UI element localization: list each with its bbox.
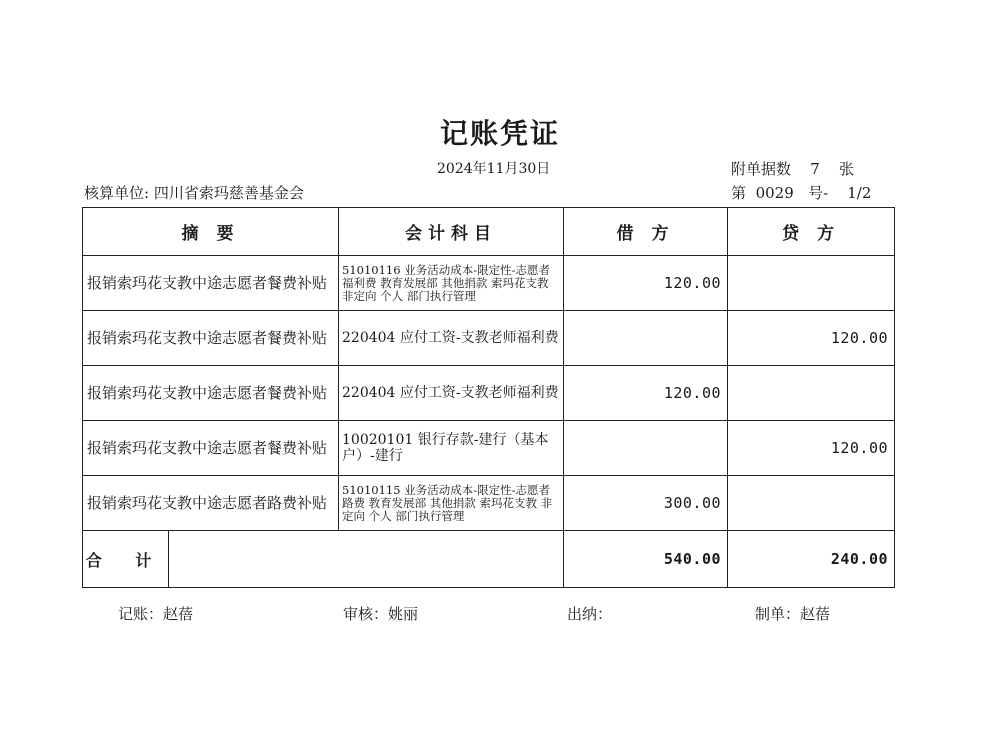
- row-account: 220404 应付工资-支教老师福利费: [339, 311, 564, 366]
- table-row: [83, 256, 895, 311]
- voucher-date: 2024年11月30日: [437, 161, 551, 177]
- row-credit: 120.00: [728, 311, 895, 366]
- total-credit: 240.00: [728, 531, 895, 588]
- attachment-unit: 张: [839, 160, 855, 178]
- voucher-number: [731, 182, 871, 203]
- row-credit: [728, 366, 895, 421]
- reviewer: 审核：姚丽: [343, 605, 419, 623]
- row-account: 220404 应付工资-支教老师福利费: [339, 366, 564, 421]
- row-summary: 报销索玛花支教中途志愿者路费补贴: [83, 476, 339, 531]
- row-credit: [728, 256, 895, 311]
- bookkeeper: 记账：赵蓓: [118, 605, 194, 623]
- header-debit: 借 方: [564, 208, 728, 256]
- row-debit: 120.00: [564, 366, 728, 421]
- row-summary: 报销索玛花支教中途志愿者餐费补贴: [83, 366, 339, 421]
- attachment-count: [731, 158, 854, 179]
- total-blank-cell: [169, 531, 564, 588]
- preparer: 制单：赵蓓: [755, 605, 831, 623]
- voucher-title: 记账凭证: [439, 117, 560, 150]
- voucher-number-value: 0029: [755, 184, 794, 202]
- row-summary: 报销索玛花支教中途志愿者餐费补贴: [83, 256, 339, 311]
- voucher-number-prefix: 第: [731, 184, 747, 202]
- row-summary: 报销索玛花支教中途志愿者餐费补贴: [83, 421, 339, 476]
- table-row: [83, 421, 895, 476]
- voucher-table: [82, 207, 895, 588]
- row-debit: [564, 311, 728, 366]
- attachment-number: 7: [810, 160, 820, 178]
- cashier: 出纳：: [567, 605, 613, 623]
- row-credit: [728, 476, 895, 531]
- row-debit: 300.00: [564, 476, 728, 531]
- voucher-page: 1/2: [847, 184, 872, 202]
- header-account: 会计科目: [339, 208, 564, 256]
- attachment-label: 附单据数: [731, 160, 792, 178]
- row-debit: [564, 421, 728, 476]
- accounting-unit-label: 核算单位:: [84, 184, 150, 202]
- table-row: [83, 476, 895, 531]
- total-row: [83, 531, 895, 588]
- accounting-unit-value: 四川省索玛慈善基金会: [153, 184, 304, 202]
- row-account: 51010116 业务活动成本-限定性-志愿者福利费 教育发展部 其他捐款 索玛花支教 非定向 个人 部门执行管理: [339, 256, 564, 311]
- total-debit: 540.00: [564, 531, 728, 588]
- table-row: [83, 311, 895, 366]
- row-account: 10020101 银行存款-建行（基本户）-建行: [339, 421, 564, 476]
- voucher-number-suffix: 号-: [808, 184, 829, 202]
- row-summary: 报销索玛花支教中途志愿者餐费补贴: [83, 311, 339, 366]
- table-row: [83, 366, 895, 421]
- table-header-row: [83, 208, 895, 256]
- row-debit: 120.00: [564, 256, 728, 311]
- header-credit: 贷 方: [728, 208, 895, 256]
- row-account: 51010115 业务活动成本-限定性-志愿者路费 教育发展部 其他捐款 索玛花支教 非定向 个人 部门执行管理: [339, 476, 564, 531]
- accounting-unit: [84, 182, 304, 203]
- row-credit: 120.00: [728, 421, 895, 476]
- total-label: 合 计: [83, 531, 169, 588]
- header-summary: 摘 要: [83, 208, 339, 256]
